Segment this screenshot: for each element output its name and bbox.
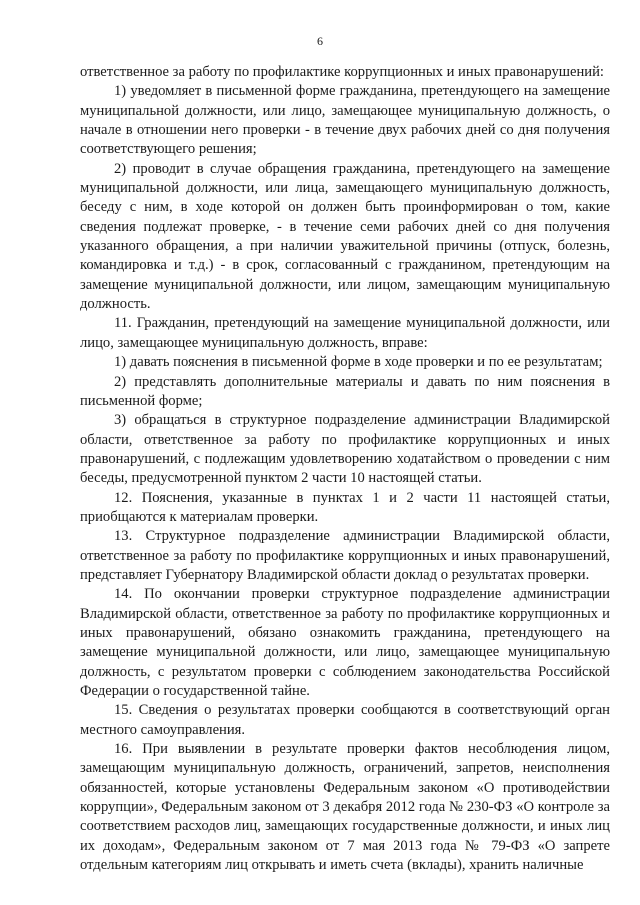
paragraph-14: 14. По окончании проверки структурное подразделение администрации Владимирской области, ответственное за работу по профилактике коррупционных и иных правонарушений, обязано ознакомить гражданина, претендующего на замещение муниципальной должности, или лицо, замещающее муниципальную должность, с результатом проверки с соблюдением законодательства Российской Федерации о государственной тайне. xyxy=(80,586,610,699)
paragraph-11: 11. Гражданин, претендующий на замещение муниципальной должности, или лицо, замещающее муниципальную должность, вправе: xyxy=(80,315,610,351)
paragraph-13: 13. Структурное подразделение администрации Владимирской области, ответственное за работу по профилактике коррупционных и иных правонарушений, представляет Губернатору Владимирской области доклад о результатах проверки. xyxy=(80,528,610,583)
page-number: 6 xyxy=(317,34,323,48)
paragraph-16: 16. При выявлении в результате проверки фактов несоблюдения лицом, замещающим муниципальную должность, ограничений, запретов, неисполнения обязанностей, которые установлены Федеральным законом «О противодействии коррупции», Федеральным законом от 3 декабря 2012 года № 230-ФЗ «О контроле за соответствием расходов лиц, замещающих государственные должности, и иных лиц их доходам», Федеральным законом от 7 мая 2013 года № 79-ФЗ «О запрете отдельным категориям лиц открывать и иметь счета (вклады), хранить наличные xyxy=(80,741,610,874)
paragraph-item-notify: 1) уведомляет в письменной форме гражданина, претендующего на замещение муниципальной должности, или лицо, замещающее муниципальную должность, о начале в отношении него проверки - в течение двух рабочих дней со дня получения соответствующего решения; xyxy=(80,83,610,158)
document-body xyxy=(80,63,610,875)
paragraph-item-interview: 2) проводит в случае обращения гражданина, претендующего на замещение муниципальной должности, или лица, замещающего муниципальную должность, беседу с ним, в ходе которой он должен быть проинформирован о том, какие сведения подлежат проверке, - в течение семи рабочих дней со дня получения указанного обращения, а при наличии уважительной причины (отпуск, болезнь, командировка и т.д.) - в срок, согласованный с гражданином, претендующим на замещение муниципальной должности, или лицом, замещающим муниципальную должность. xyxy=(80,160,610,313)
paragraph-11-item-2: 2) представлять дополнительные материалы и давать по ним пояснения в письменной форме; xyxy=(80,373,610,409)
paragraph-11-item-3: 3) обращаться в структурное подразделение администрации Владимирской области, ответственное за работу по профилактике коррупционных и иных правонарушений, с подлежащим удовлетворению ходатайством о проведении с ним беседы, предусмотренной пунктом 2 части 10 настоящей статьи. xyxy=(80,412,610,487)
paragraph-11-item-1: 1) давать пояснения в письменной форме в ходе проверки и по ее результатам; xyxy=(114,354,603,371)
paragraph-continuation: ответственное за работу по профилактике коррупционных и иных правонарушений: xyxy=(80,64,604,80)
paragraph-12: 12. Пояснения, указанные в пунктах 1 и 2 части 11 настоящей статьи, приобщаются к материалам проверки. xyxy=(80,489,610,525)
paragraph-15: 15. Сведения о результатах проверки сообщаются в соответствующий орган местного самоуправления. xyxy=(80,702,610,738)
